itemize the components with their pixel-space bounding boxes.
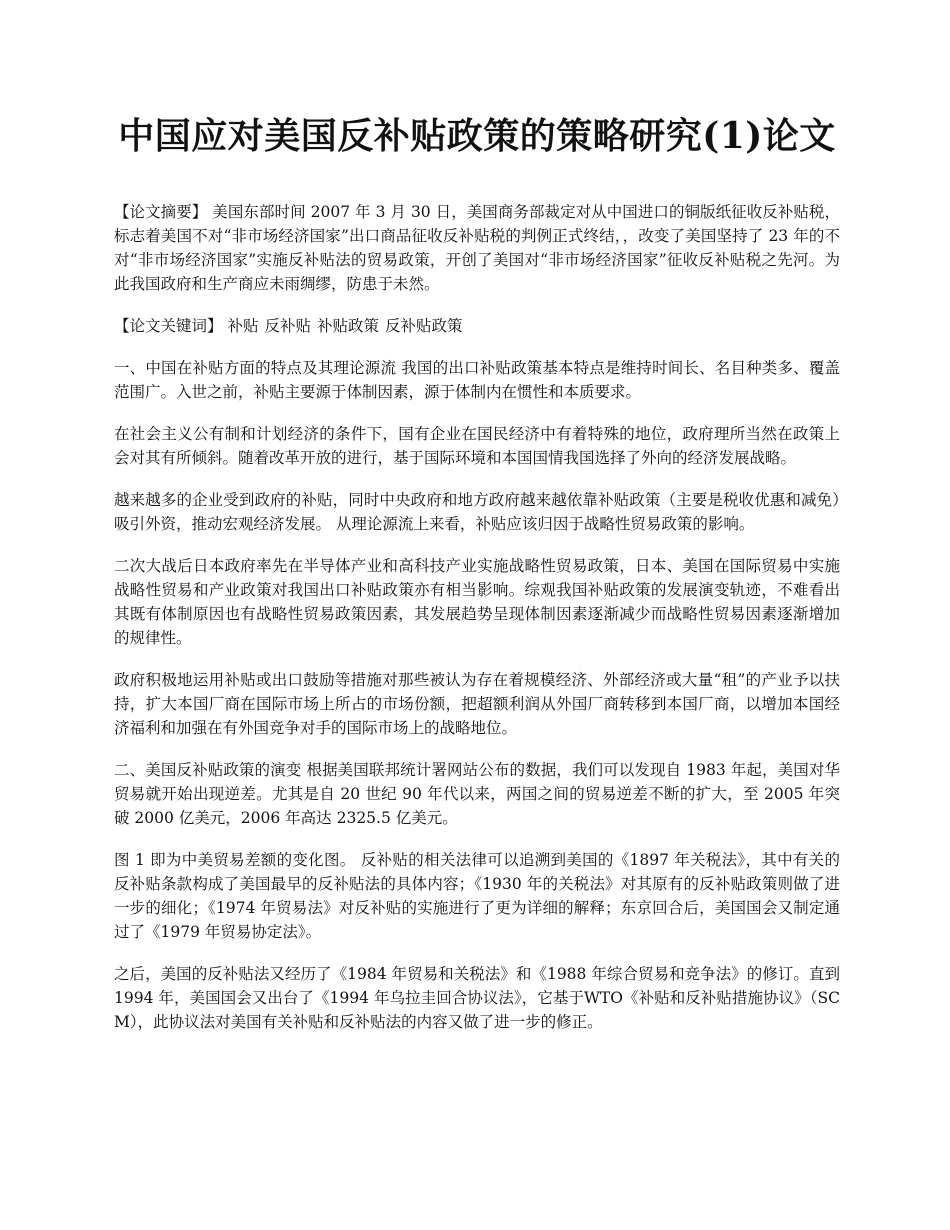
keywords-paragraph <box>114 314 840 338</box>
abstract-text: 美国东部时间 2007 年 3 月 30 日，美国商务部裁定对从中国进口的铜版纸征收反补贴税，标志着美国不对“非市场经济国家”出口商品征收反补贴税的判例正式终结，，改变了美国坚持了 23 年的不对“非市场经济国家”实施反补贴法的贸易政策，开创了美国对“非市场经济国家”征收反补贴税之先河。为此我国政府和生产商应未雨绸缪，防患于未然。 <box>114 203 840 293</box>
body-paragraph: 之后，美国的反补贴法又经历了《1984 年贸易和关税法》和《1988 年综合贸易和竞争法》的修订。直到 1994 年，美国国会又出台了《1994 年乌拉圭回合协议法》，它基于WTO《补贴和反补贴措施协议》（SCM），此协议法对美国有关补贴和反补贴法的内容又做了进一步的修正。 <box>114 965 840 1031</box>
body-paragraph: 政府积极地运用补贴或出口鼓励等措施对那些被认为存在着规模经济、外部经济或大量“租”的产业予以扶持，扩大本国厂商在国际市场上所占的市场份额，把超额利润从外国厂商转移到本国厂商，以增加本国经济福利和加强在有外国竞争对手的国际市场上的战略地位。 <box>114 671 840 737</box>
body-paragraph: 越来越多的企业受到政府的补贴，同时中央政府和地方政府越来越依靠补贴政策（主要是税收优惠和减免）吸引外资，推动宏观经济发展。 从理论源流上来看，补贴应该归因于战略性贸易政策的影响。 <box>114 491 840 533</box>
keyword: 反补贴 <box>264 317 311 335</box>
body-paragraph: 二次大战后日本政府率先在半导体产业和高科技产业实施战略性贸易政策，日本、美国在国际贸易中实施战略性贸易和产业政策对我国出口补贴政策亦有相当影响。综观我国补贴政策的发展演变轨迹，不难看出其既有体制原因也有战略性贸易政策因素，其发展趋势呈现体制因素逐渐减少而战略性贸易因素逐渐增加的规律性。 <box>114 557 840 647</box>
keyword: 补贴 <box>227 317 259 335</box>
body-paragraph: 一、中国在补贴方面的特点及其理论源流 我国的出口补贴政策基本特点是维持时间长、名目种类多、覆盖范围广。入世之前，补贴主要源于体制因素，源于体制内在惯性和本质要求。 <box>114 359 840 401</box>
abstract-paragraph <box>114 200 840 296</box>
keywords-label: 【论文关键词】 <box>114 317 223 335</box>
body-paragraph: 二、美国反补贴政策的演变 根据美国联邦统计署网站公布的数据，我们可以发现自 1983 年起，美国对华贸易就开始出现逆差。尤其是自 20 世纪 90 年代以来，两国之间的贸易逆差不断的扩大，至 2005 年突破 2000 亿美元，2006 年高达 2325.5 亿美元。 <box>114 761 840 827</box>
abstract-label: 【论文摘要】 <box>114 203 208 221</box>
body-paragraph: 图 1 即为中美贸易差额的变化图。 反补贴的相关法律可以追溯到美国的《1897 年关税法》，其中有关的反补贴条款构成了美国最早的反补贴法的具体内容；《1930 年的关税法》对其原有的反补贴政策则做了进一步的细化；《1974 年贸易法》对反补贴的实施进行了更为详细的解释；东京回合后，美国国会又制定通过了《1979 年贸易协定法》。 <box>114 851 840 941</box>
page-title: 中国应对美国反补贴政策的策略研究(1)论文 <box>118 115 836 157</box>
keyword: 补贴政策 <box>316 317 379 335</box>
keyword: 反补贴政策 <box>385 317 463 335</box>
body-paragraph: 在社会主义公有制和计划经济的条件下，国有企业在国民经济中有着特殊的地位，政府理所当然在政策上会对其有所倾斜。随着改革开放的进行，基于国际环境和本国国情我国选择了外向的经济发展战略。 <box>114 425 840 467</box>
